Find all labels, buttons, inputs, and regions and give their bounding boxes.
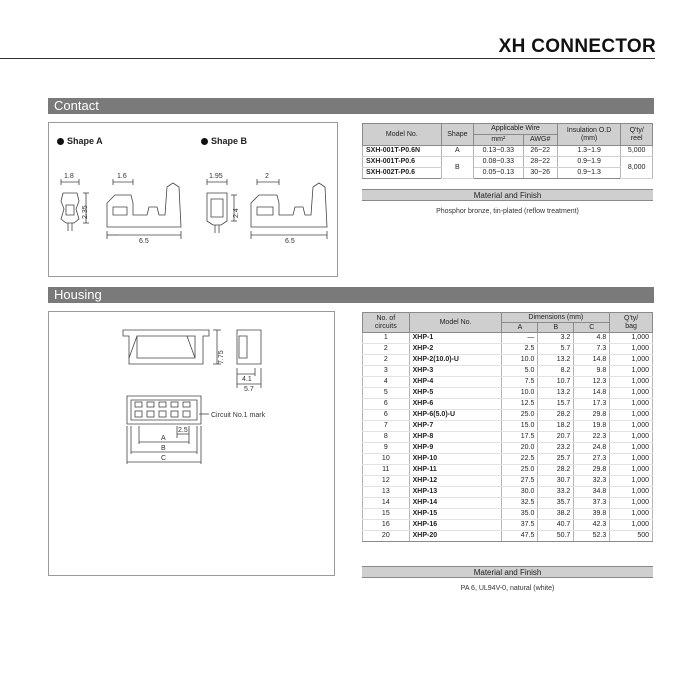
cell-a: 22.5 xyxy=(502,454,538,465)
housing-side-b-dim: 5.7 xyxy=(244,386,254,393)
cell-c: 14.8 xyxy=(574,388,610,399)
shape-a-height-dim: 2.35 xyxy=(82,205,89,219)
cell-c: 12.3 xyxy=(574,377,610,388)
cell-model: XHP-13 xyxy=(409,487,502,498)
cell-b: 3.2 xyxy=(538,333,574,344)
cell-circuits: 2 xyxy=(363,344,410,355)
table-row xyxy=(363,498,653,509)
shape-a-tab-dim: 1.6 xyxy=(117,173,127,180)
housing-drawing-panel xyxy=(48,311,335,576)
cell-circuits: 9 xyxy=(363,443,410,454)
cell-c: 17.3 xyxy=(574,399,610,410)
col-awg: AWG# xyxy=(523,135,557,146)
cell-c: 4.8 xyxy=(574,333,610,344)
cell-b: 13.2 xyxy=(538,355,574,366)
cell-qty: 1,000 xyxy=(610,355,653,366)
housing-material-text: PA 6, UL94V-0, natural (white) xyxy=(460,585,555,592)
cell-circuits: 20 xyxy=(363,531,410,542)
shape-b-height-dim: 2.4 xyxy=(233,208,240,218)
cell-qty: 1,000 xyxy=(610,421,653,432)
cell-a: — xyxy=(502,333,538,344)
col-b: B xyxy=(538,323,574,333)
col-model: Model No. xyxy=(409,313,502,333)
col-qty: Q'ty/ bag xyxy=(610,313,653,333)
cell-c: 27.3 xyxy=(574,454,610,465)
page-title: XH CONNECTOR xyxy=(498,36,656,57)
cell-qty: 1,000 xyxy=(610,432,653,443)
cell-a: 5.0 xyxy=(502,366,538,377)
housing-dim-b: B xyxy=(161,445,166,452)
cell-b: 38.2 xyxy=(538,509,574,520)
cell-circuits: 1 xyxy=(363,333,410,344)
contact-drawing-panel xyxy=(48,122,338,277)
cell-model: XHP-4 xyxy=(409,377,502,388)
housing-material-header: Material and Finish xyxy=(362,566,653,578)
cell-model: XHP-16 xyxy=(409,520,502,531)
table-row: SXH-001T-P0.6N A 0.13~0.33 26~22 1.3~1.9 5,000 xyxy=(363,146,653,157)
cell-circuits: 11 xyxy=(363,465,410,476)
cell-b: 50.7 xyxy=(538,531,574,542)
cell-a: 15.0 xyxy=(502,421,538,432)
table-row xyxy=(363,355,653,366)
cell-circuits: 6 xyxy=(363,399,410,410)
col-qty: Q'ty/ reel xyxy=(621,124,653,146)
housing-dim-a: A xyxy=(161,435,166,442)
table-row xyxy=(363,487,653,498)
col-circuits: No. of circuits xyxy=(363,313,410,333)
cell-circuits: 4 xyxy=(363,377,410,388)
cell-c: 24.8 xyxy=(574,443,610,454)
cell-a: 10.0 xyxy=(502,355,538,366)
cell-a: 2.5 xyxy=(502,344,538,355)
cell-a: 17.5 xyxy=(502,432,538,443)
cell-b: 33.2 xyxy=(538,487,574,498)
col-wire: Applicable Wire xyxy=(474,124,558,135)
contact-section-header: Contact xyxy=(48,98,654,114)
housing-top-view xyxy=(123,330,221,364)
contact-material-header: Material and Finish xyxy=(362,189,653,201)
cell-model: XHP-11 xyxy=(409,465,502,476)
cell-b: 28.2 xyxy=(538,465,574,476)
table-row xyxy=(363,520,653,531)
cell-b: 18.2 xyxy=(538,421,574,432)
cell-qty: 1,000 xyxy=(610,377,653,388)
cell-a: 7.5 xyxy=(502,377,538,388)
cell-model: XHP-9 xyxy=(409,443,502,454)
col-c: C xyxy=(574,323,610,333)
cell-c: 34.8 xyxy=(574,487,610,498)
housing-front-view xyxy=(127,396,209,464)
cell-b: 28.2 xyxy=(538,410,574,421)
cell-model: XHP-6 xyxy=(409,399,502,410)
cell-c: 14.8 xyxy=(574,355,610,366)
table-row xyxy=(363,421,653,432)
table-row xyxy=(363,443,653,454)
cell-qty: 1,000 xyxy=(610,388,653,399)
cell-circuits: 10 xyxy=(363,454,410,465)
table-row xyxy=(363,410,653,421)
cell-b: 5.7 xyxy=(538,344,574,355)
shape-b-side-view xyxy=(251,179,327,239)
cell-qty: 500 xyxy=(610,531,653,542)
shape-b-length-dim: 6.5 xyxy=(285,238,295,245)
col-a: A xyxy=(502,323,538,333)
cell-circuits: 14 xyxy=(363,498,410,509)
table-row xyxy=(363,432,653,443)
cell-qty: 1,000 xyxy=(610,454,653,465)
cell-circuits: 8 xyxy=(363,432,410,443)
housing-height-dim: 7.75 xyxy=(218,350,225,364)
col-dimensions: Dimensions (mm) xyxy=(502,313,610,323)
cell-a: 25.0 xyxy=(502,410,538,421)
shape-a-width-dim: 1.8 xyxy=(64,173,74,180)
table-row xyxy=(363,377,653,388)
cell-circuits: 5 xyxy=(363,388,410,399)
shape-b-tab-dim: 2 xyxy=(265,173,269,180)
cell-c: 29.8 xyxy=(574,410,610,421)
cell-model: XHP-5 xyxy=(409,388,502,399)
cell-a: 12.5 xyxy=(502,399,538,410)
cell-c: 22.3 xyxy=(574,432,610,443)
cell-b: 35.7 xyxy=(538,498,574,509)
cell-qty: 1,000 xyxy=(610,520,653,531)
col-insulation: Insulation O.D (mm) xyxy=(557,124,621,146)
table-row xyxy=(363,454,653,465)
cell-qty: 1,000 xyxy=(610,476,653,487)
contact-spec-table xyxy=(362,123,653,179)
cell-c: 29.8 xyxy=(574,465,610,476)
shape-a-side-view xyxy=(107,179,181,239)
table-row xyxy=(363,531,653,542)
cell-qty: 1,000 xyxy=(610,465,653,476)
cell-qty: 1,000 xyxy=(610,344,653,355)
cell-circuits: 2 xyxy=(363,355,410,366)
cell-b: 8.2 xyxy=(538,366,574,377)
cell-model: XHP-14 xyxy=(409,498,502,509)
cell-qty: 1,000 xyxy=(610,509,653,520)
cell-b: 13.2 xyxy=(538,388,574,399)
housing-dim-c: C xyxy=(161,455,167,462)
cell-b: 20.7 xyxy=(538,432,574,443)
cell-model: XHP-15 xyxy=(409,509,502,520)
shape-a-label-text: Shape A xyxy=(67,136,103,146)
housing-side-a-dim: 4.1 xyxy=(242,376,252,383)
cell-model: XHP-2(10.0)-U xyxy=(409,355,502,366)
cell-model: XHP-10 xyxy=(409,454,502,465)
col-mm2: mm² xyxy=(474,135,523,146)
cell-circuits: 3 xyxy=(363,366,410,377)
cell-circuits: 15 xyxy=(363,509,410,520)
cell-a: 25.0 xyxy=(502,465,538,476)
cell-b: 15.7 xyxy=(538,399,574,410)
cell-circuits: 6 xyxy=(363,410,410,421)
cell-model: XHP-1 xyxy=(409,333,502,344)
table-row xyxy=(363,465,653,476)
cell-model: XHP-20 xyxy=(409,531,502,542)
cell-qty: 1,000 xyxy=(610,487,653,498)
cell-model: XHP-2 xyxy=(409,344,502,355)
cell-model: XHP-3 xyxy=(409,366,502,377)
cell-c: 7.3 xyxy=(574,344,610,355)
cell-circuits: 16 xyxy=(363,520,410,531)
cell-qty: 1,000 xyxy=(610,333,653,344)
cell-circuits: 13 xyxy=(363,487,410,498)
table-row xyxy=(363,388,653,399)
housing-drawing xyxy=(49,312,336,577)
cell-model: XHP-7 xyxy=(409,421,502,432)
shape-b-front-view xyxy=(207,179,237,233)
cell-qty: 1,000 xyxy=(610,410,653,421)
cell-qty: 1,000 xyxy=(610,443,653,454)
cell-c: 32.3 xyxy=(574,476,610,487)
cell-model: XHP-12 xyxy=(409,476,502,487)
table-row: SXH-001T-P0.6 B 0.08~0.33 28~22 0.9~1.9 8,000 xyxy=(363,157,653,168)
cell-b: 40.7 xyxy=(538,520,574,531)
cell-a: 32.5 xyxy=(502,498,538,509)
cell-circuits: 7 xyxy=(363,421,410,432)
cell-a: 10.0 xyxy=(502,388,538,399)
cell-b: 23.2 xyxy=(538,443,574,454)
cell-c: 9.8 xyxy=(574,366,610,377)
housing-spec-table xyxy=(362,312,653,542)
housing-section-header: Housing xyxy=(48,287,654,303)
cell-a: 20.0 xyxy=(502,443,538,454)
contact-material-text: Phosphor bronze, tin-plated (reflow treatment) xyxy=(436,208,579,215)
table-row xyxy=(363,333,653,344)
cell-c: 39.8 xyxy=(574,509,610,520)
cell-c: 19.8 xyxy=(574,421,610,432)
shape-b-label-text: Shape B xyxy=(211,136,248,146)
table-row xyxy=(363,476,653,487)
table-row xyxy=(363,509,653,520)
cell-a: 35.0 xyxy=(502,509,538,520)
table-row xyxy=(363,366,653,377)
table-row xyxy=(363,399,653,410)
cell-model: XHP-8 xyxy=(409,432,502,443)
cell-qty: 1,000 xyxy=(610,498,653,509)
cell-a: 37.5 xyxy=(502,520,538,531)
table-row: SXH-002T-P0.6 0.05~0.13 30~26 0.9~1.3 xyxy=(363,168,653,179)
cell-circuits: 12 xyxy=(363,476,410,487)
cell-b: 10.7 xyxy=(538,377,574,388)
cell-model: XHP-6(5.0)-U xyxy=(409,410,502,421)
col-model: Model No. xyxy=(363,124,442,146)
shape-a-front-view xyxy=(61,179,89,231)
circuit-mark-label: Circuit No.1 mark xyxy=(211,412,266,419)
cell-c: 42.3 xyxy=(574,520,610,531)
shape-a-length-dim: 6.5 xyxy=(139,238,149,245)
cell-b: 30.7 xyxy=(538,476,574,487)
housing-pitch-dim: 2.5 xyxy=(178,427,188,434)
cell-c: 52.3 xyxy=(574,531,610,542)
cell-qty: 1,000 xyxy=(610,366,653,377)
cell-a: 47.5 xyxy=(502,531,538,542)
shape-b-width-dim: 1.95 xyxy=(209,173,223,180)
contact-drawing xyxy=(49,123,339,278)
cell-a: 27.5 xyxy=(502,476,538,487)
table-row xyxy=(363,344,653,355)
col-shape: Shape xyxy=(441,124,474,146)
title-rule xyxy=(0,58,655,59)
cell-c: 37.3 xyxy=(574,498,610,509)
cell-qty: 1,000 xyxy=(610,399,653,410)
cell-a: 30.0 xyxy=(502,487,538,498)
cell-b: 25.7 xyxy=(538,454,574,465)
